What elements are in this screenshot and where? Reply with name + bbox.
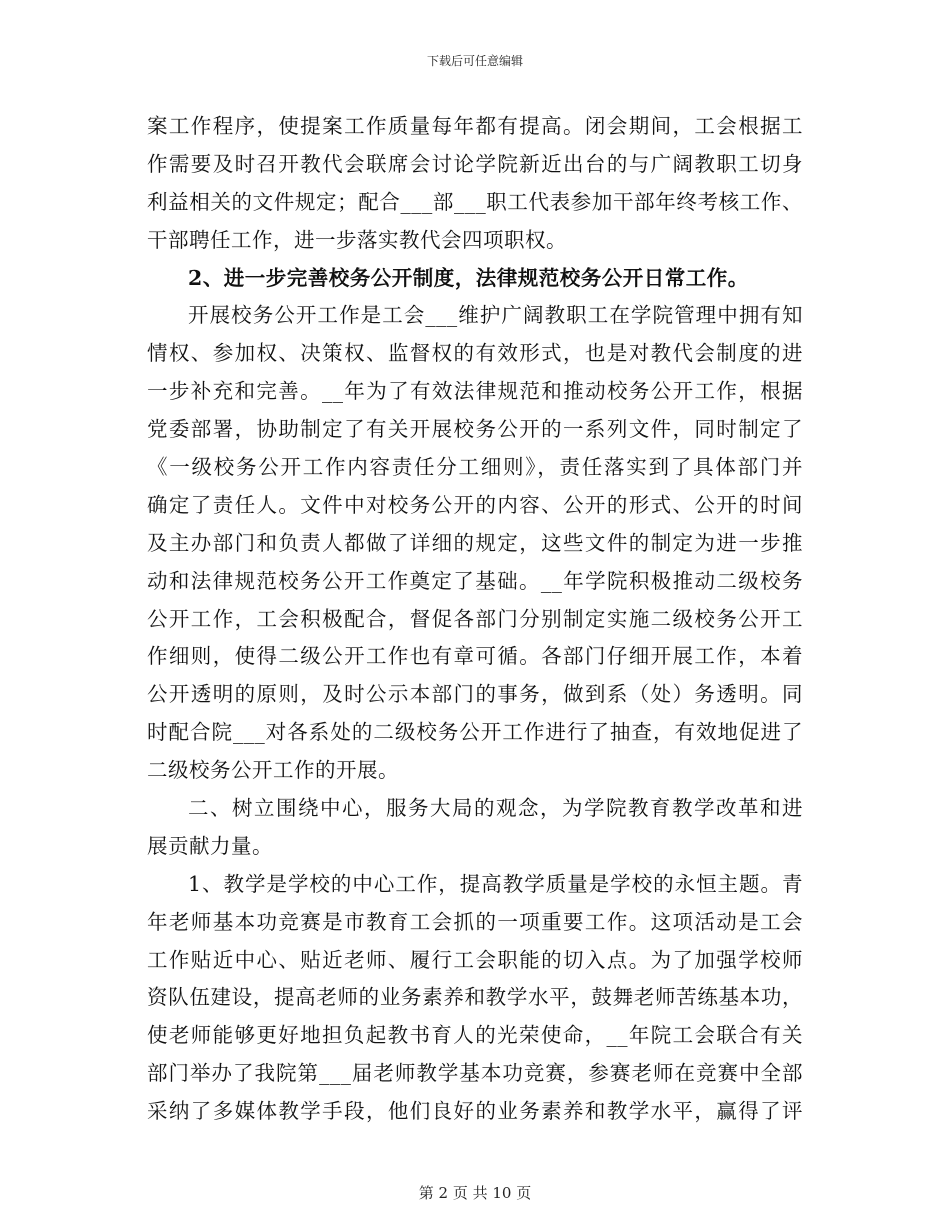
text-line: 开展校务公开工作是工会___维护广阔教职工在学院管理中拥有知 — [188, 303, 803, 328]
text-line: 《一级校务公开工作内容责任分工细则》，责任落实到了具体部门并 — [147, 455, 803, 480]
text-line: 2、进一步完善校务公开制度，法律规范校务公开日常工作。 — [188, 265, 749, 290]
text-line: 采纳了多媒体教学手段，他们良好的业务素养和教学水平，赢得了评 — [147, 1099, 803, 1124]
text-line: 公开工作，工会积极配合，督促各部门分别制定实施二级校务公开工 — [147, 606, 803, 631]
text-line: 年老师基本功竞赛是市教育工会抓的一项重要工作。这项活动是工会 — [147, 909, 803, 934]
text-line: 及主办部门和负责人都做了详细的规定，这些文件的制定为进一步推 — [147, 530, 803, 555]
text-line: 使老师能够更好地担负起教书育人的光荣使命，__年院工会联合有关 — [147, 1023, 803, 1048]
text-line: 利益相关的文件规定；配合___部___职工代表参加干部年终考核工作、 — [147, 189, 803, 214]
page-footer: 第 2 页 共 10 页 — [418, 1184, 532, 1202]
text-line: 资队伍建设，提高老师的业务素养和教学水平，鼓舞老师苦练基本功， — [147, 985, 803, 1010]
text-line: 1、教学是学校的中心工作，提高教学质量是学校的永恒主题。青 — [188, 871, 803, 896]
text-line: 部门举办了我院第___届老师教学基本功竞赛，参赛老师在竞赛中全部 — [147, 1061, 803, 1086]
text-line: 二、树立围绕中心，服务大局的观念，为学院教育教学改革和进 — [188, 796, 803, 821]
page-header: 下载后可任意编辑 — [426, 54, 523, 68]
text-line: 情权、参加权、决策权、监督权的有效形式，也是对教代会制度的进 — [147, 341, 803, 366]
text-line: 案工作程序，使提案工作质量每年都有提高。闭会期间，工会根据工 — [147, 114, 803, 138]
text-line: 确定了责任人。文件中对校务公开的内容、公开的形式、公开的时间 — [147, 492, 803, 517]
text-line: 时配合院___对各系处的二级校务公开工作进行了抽查，有效地促进了 — [147, 720, 803, 745]
text-line: 作需要及时召开教代会联席会讨论学院新近出台的与广阔教职工切身 — [147, 151, 803, 176]
text-line: 展贡献力量。 — [147, 833, 273, 858]
text-line: 工作贴近中心、贴近老师、履行工会职能的切入点。为了加强学校师 — [147, 947, 803, 972]
text-line: 党委部署，协助制定了有关开展校务公开的一系列文件，同时制定了 — [147, 417, 803, 442]
text-line: 二级校务公开工作的开展。 — [147, 758, 399, 783]
body-text — [147, 108, 803, 1131]
text-line: 一步补充和完善。__年为了有效法律规范和推动校务公开工作，根据 — [147, 379, 803, 404]
text-line: 公开透明的原则，及时公示本部门的事务，做到系（处）务透明。同 — [147, 682, 803, 707]
text-line: 干部聘任工作，进一步落实教代会四项职权。 — [147, 227, 567, 252]
text-line: 作细则，使得二级公开工作也有章可循。各部门仔细开展工作，本着 — [147, 644, 803, 669]
text-line: 动和法律规范校务公开工作奠定了基础。__年学院积极推动二级校务 — [147, 568, 803, 593]
